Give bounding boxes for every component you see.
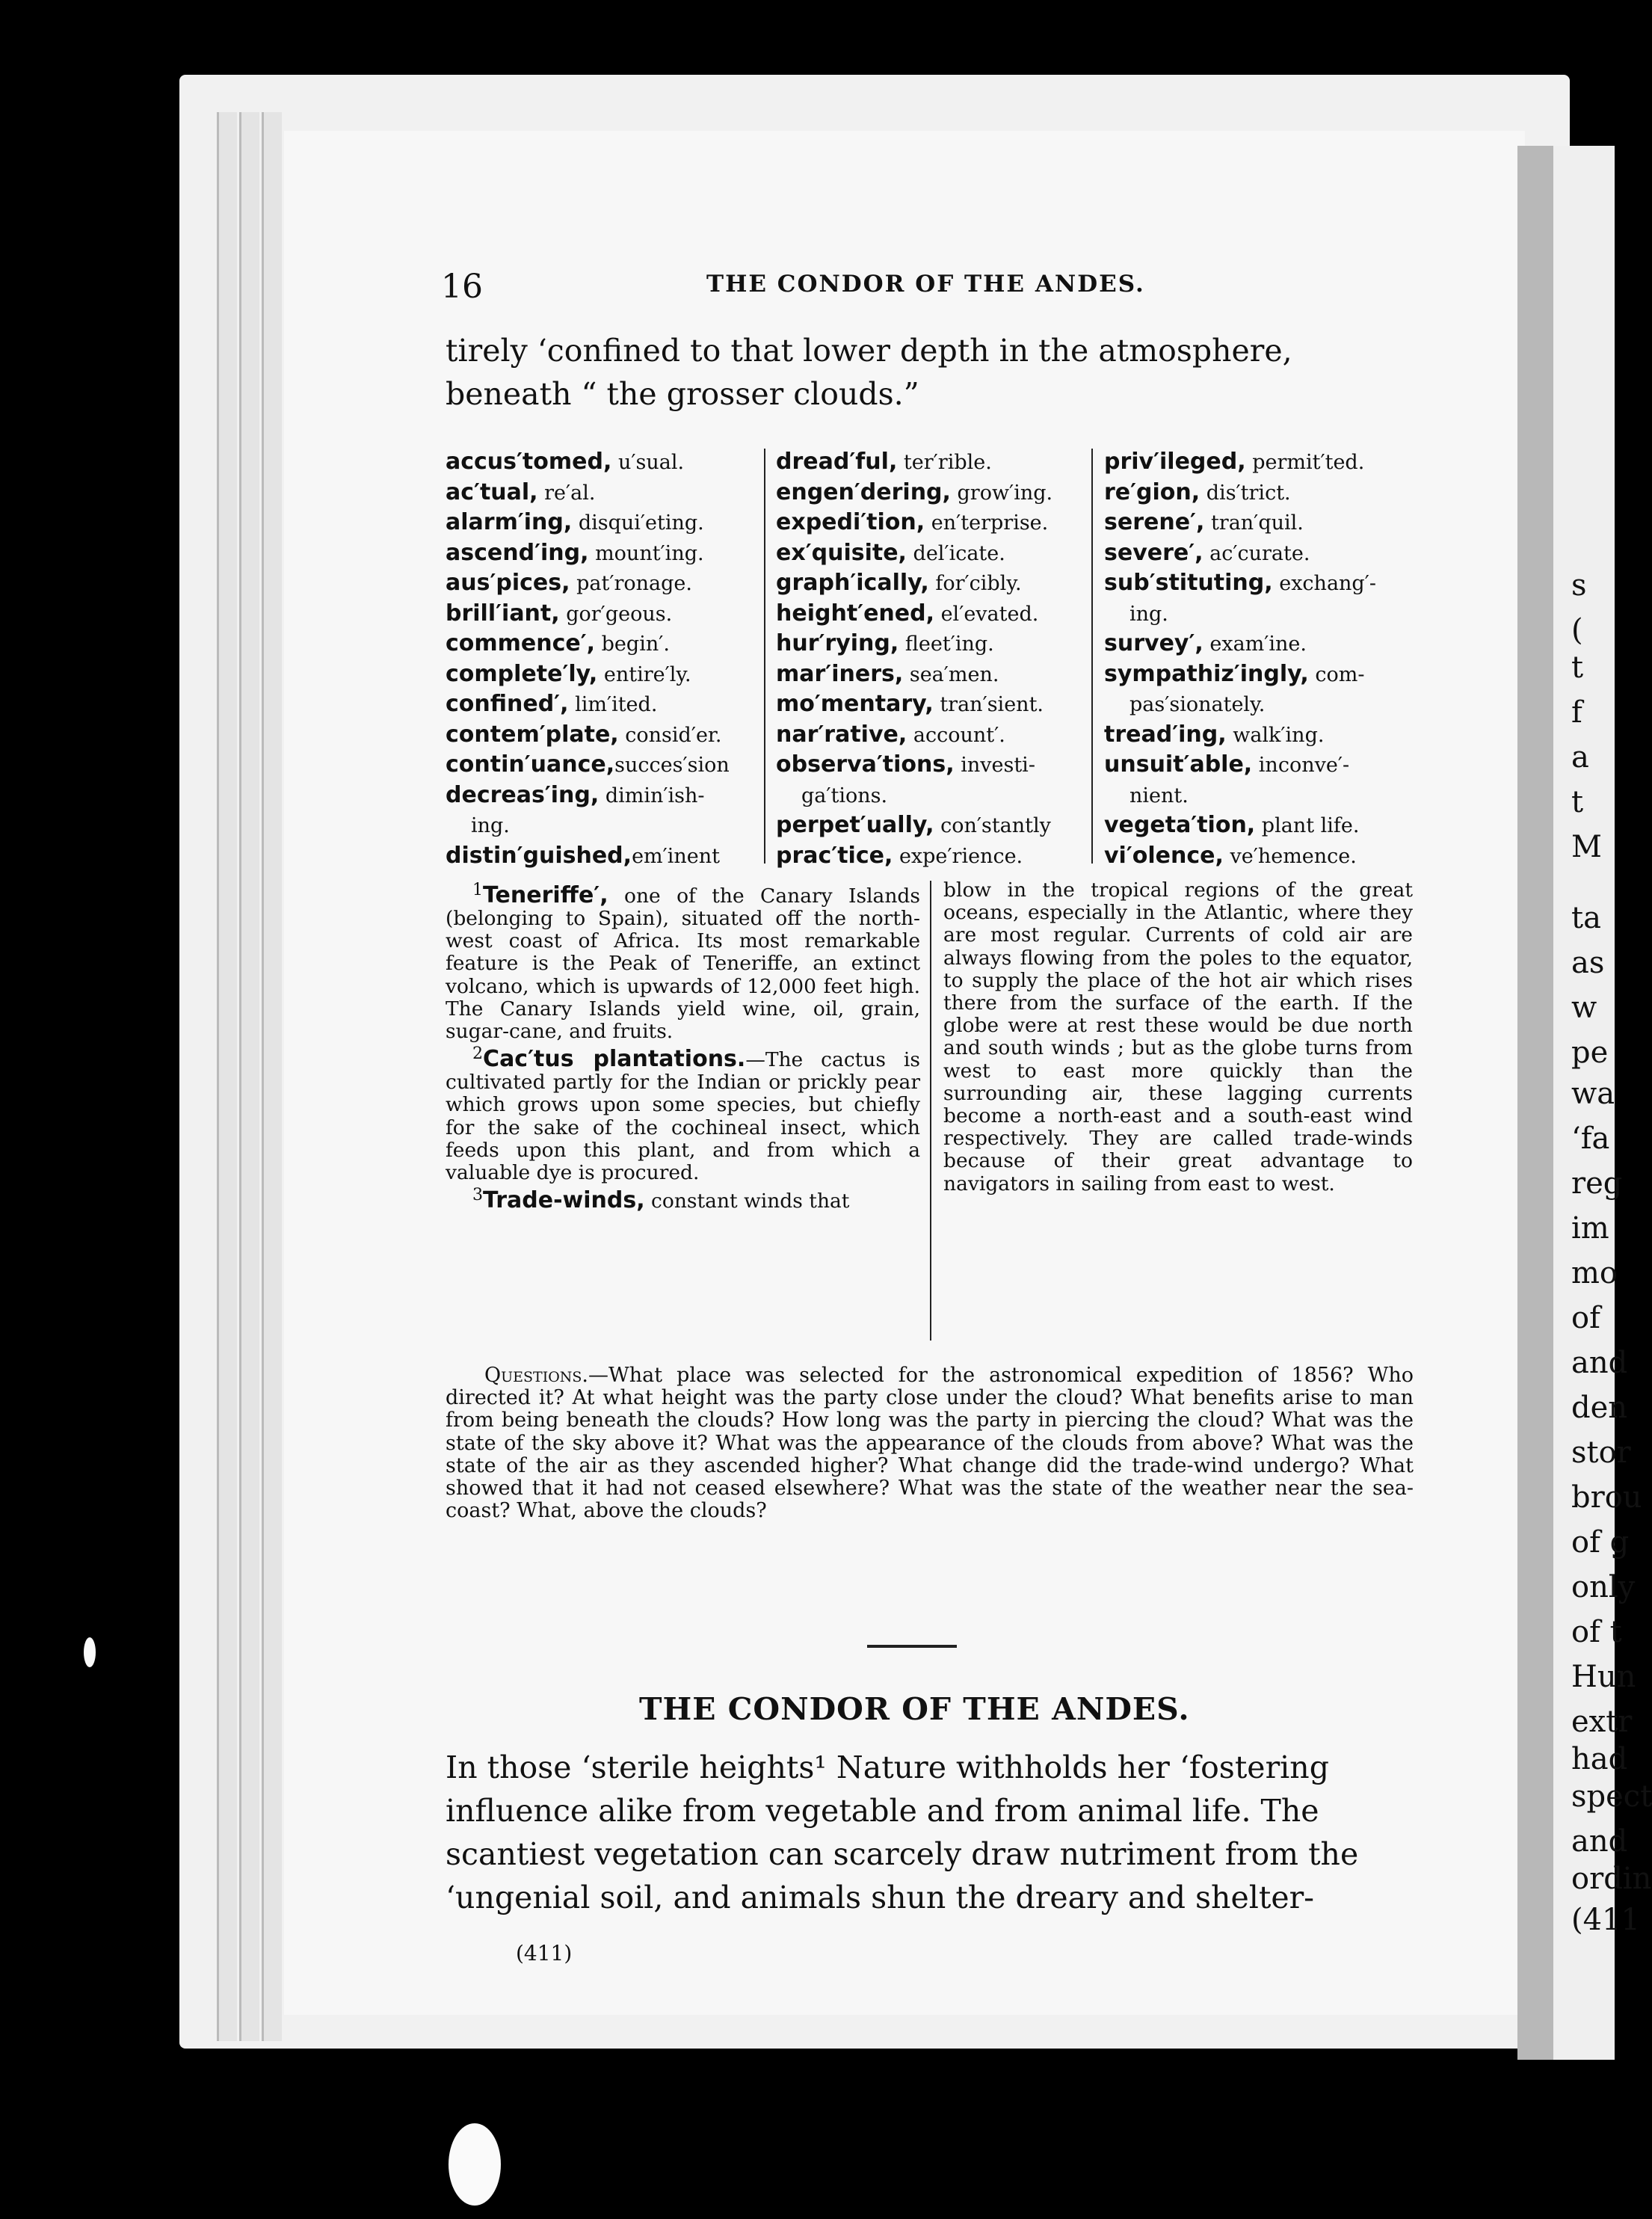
vocab-definition: exam′ine. <box>1203 633 1307 656</box>
vocab-definition: ing. <box>471 814 510 837</box>
vocab-entry <box>776 781 1052 811</box>
facing-page-fragment: im <box>1571 1211 1609 1246</box>
vocab-entry <box>776 750 1052 781</box>
vocab-entry <box>1104 689 1376 720</box>
footnote-text: constant winds that <box>644 1189 850 1213</box>
body-line: influence alike from vegetable and from animal life. The <box>446 1793 1319 1829</box>
facing-page-fragment: pe <box>1571 1035 1609 1070</box>
vocab-word: tread′ing, <box>1104 721 1227 748</box>
vocab-word: unsuit′able, <box>1104 751 1253 778</box>
vocab-entry <box>776 629 1052 659</box>
footer-code: (411) <box>516 1941 573 1966</box>
vocab-word: ac′tual, <box>446 478 538 505</box>
facing-page-fragment: and <box>1571 1346 1628 1380</box>
vocab-word: complete′ly, <box>446 660 598 687</box>
facing-page-fragment: den <box>1571 1391 1628 1425</box>
footnote-text: —The cactus is cultivated partly for the Indian or prickly pear which grows upon some species, but chiefly for the sake of the cochineal insect, which feeds upon this plant, and from which a valuable dye is procured. <box>446 1048 920 1185</box>
vocab-entry <box>776 599 1052 630</box>
vocab-word: ex′quisite, <box>776 539 907 566</box>
footnote-mark: 2 <box>472 1044 484 1064</box>
vocab-definition: plant life. <box>1255 814 1360 837</box>
facing-page-fragment: extr <box>1571 1705 1633 1739</box>
vocab-word: sympathiz′ingly, <box>1104 660 1309 687</box>
footnotes-left <box>446 879 920 1213</box>
vocab-word: contin′uance, <box>446 751 615 778</box>
vocab-entry <box>776 841 1052 872</box>
vocab-entry <box>1104 599 1376 630</box>
facing-page-fragment: brou <box>1571 1480 1642 1515</box>
facing-page-fragment: and <box>1571 1824 1628 1859</box>
vocab-definition: fleet′ing. <box>899 633 994 656</box>
vocab-definition: tran′quil. <box>1204 511 1304 535</box>
vocab-word: contem′plate, <box>446 721 619 748</box>
vocab-word: expedi′tion, <box>776 509 925 535</box>
vocab-entry <box>446 538 730 569</box>
vocab-definition: inconve′- <box>1252 754 1350 777</box>
vocab-word: mar′iners, <box>776 660 904 687</box>
footnotes-right: blow in the tropical regions of the great oceans, especially in the Atlantic, where they are most regular. Currents of cold air are always flowing from the poles to the equator, to supply the place of the hot air which rises there from the surface of the earth. If the globe were at rest these would be due north and south winds ; but as the globe turns from west to east more quickly than the surrounding air, these lagging currents become a north-east and a south-east wind respectively. They are called trade-winds because of their great advantage to navigators in sailing from east to west. <box>943 878 1413 1195</box>
facing-page-fragment: mo <box>1571 1256 1618 1290</box>
body-line: In those ‘sterile heights¹ Nature withholds her ‘fostering <box>446 1749 1329 1785</box>
vocab-definition: del′icate. <box>906 541 1005 565</box>
page-edge <box>217 112 237 2041</box>
vocab-entry <box>1104 447 1376 478</box>
footnote-mark: 3 <box>472 1186 484 1205</box>
vocab-entry <box>1104 508 1376 538</box>
vocab-entry <box>776 568 1052 599</box>
vocab-word: hur′rying, <box>776 630 899 656</box>
vocab-definition: dis′trict. <box>1200 481 1291 505</box>
vocab-entry <box>1104 478 1376 508</box>
facing-page <box>1517 146 1652 2060</box>
footnote-term: Cac′tus plantations. <box>483 1046 746 1073</box>
facing-page-fragment: (411 <box>1571 1903 1640 1937</box>
vocab-definition: em′inent <box>632 844 721 868</box>
column-divider <box>930 881 931 1341</box>
facing-page-fragment: only <box>1571 1570 1636 1604</box>
vocab-entry <box>446 508 730 538</box>
vocab-definition: re′al. <box>537 481 596 505</box>
vocabulary-column-3 <box>1104 447 1376 871</box>
vocab-definition: ve′hemence. <box>1223 844 1357 868</box>
vocab-entry <box>1104 810 1376 841</box>
vocab-word: distin′guished, <box>446 842 632 869</box>
section-body <box>446 1746 1417 1919</box>
vocab-definition: entire′ly. <box>597 662 691 686</box>
footnote-mark: 1 <box>472 881 484 899</box>
vocab-word: perpet′ually, <box>776 812 934 838</box>
vocab-entry <box>446 810 730 841</box>
vocab-word: engen′dering, <box>776 478 951 505</box>
questions-label: Questions. <box>484 1364 589 1387</box>
body-line: ‘ungenial soil, and animals shun the dreary and shelter- <box>446 1880 1315 1915</box>
section-divider <box>867 1645 957 1648</box>
vocab-definition: ac′curate. <box>1203 541 1310 565</box>
facing-page-fragment: wa <box>1571 1077 1615 1111</box>
vocab-entry <box>776 538 1052 569</box>
vocab-entry <box>776 810 1052 841</box>
page-edge <box>239 112 259 2041</box>
vocab-word: re′gion, <box>1104 478 1201 505</box>
vocab-definition: exchang′- <box>1272 572 1376 595</box>
vocab-word: severe′, <box>1104 539 1203 566</box>
vocab-word: survey′, <box>1104 630 1203 656</box>
vocab-definition: sea′men. <box>903 662 999 686</box>
vocab-definition: grow′ing. <box>950 481 1053 505</box>
vocab-entry <box>776 659 1052 690</box>
vocab-entry <box>776 689 1052 720</box>
vocab-entry <box>1104 659 1376 690</box>
facing-page-fragment: as <box>1571 946 1605 980</box>
running-title: THE CONDOR OF THE ANDES. <box>706 271 1145 298</box>
vocab-definition: com- <box>1308 662 1365 686</box>
vocab-definition: en′terprise. <box>925 511 1049 535</box>
section-title: THE CONDOR OF THE ANDES. <box>639 1691 1190 1727</box>
vocabulary-column-2 <box>776 447 1052 871</box>
vocab-entry <box>446 841 730 872</box>
vocab-word: observa′tions, <box>776 751 955 778</box>
facing-page-fragment: reg <box>1571 1166 1623 1201</box>
vocab-definition: expe′rience. <box>893 844 1023 868</box>
vocabulary-column-1 <box>446 447 730 871</box>
vocab-definition: pas′sionately. <box>1129 693 1266 716</box>
facing-page-fragment: ‘fa <box>1571 1121 1610 1156</box>
opening-line-1: tirely ‘confined to that lower depth in the atmosphere, <box>446 333 1292 369</box>
facing-page-fragment: ta <box>1571 901 1601 935</box>
vocab-definition: lim′ited. <box>568 693 658 716</box>
vocab-word: serene′, <box>1104 509 1205 535</box>
vocab-word: commence′, <box>446 630 596 656</box>
vocab-entry <box>776 447 1052 478</box>
vocab-word: mo′mentary, <box>776 691 934 717</box>
vocab-entry <box>776 478 1052 508</box>
vocab-entry <box>1104 781 1376 811</box>
vocab-entry <box>446 599 730 630</box>
vocab-definition: nient. <box>1129 784 1189 807</box>
footnote-term: Trade-winds, <box>483 1187 645 1214</box>
vocab-word: alarm′ing, <box>446 509 573 535</box>
vocab-word: confined′, <box>446 691 569 717</box>
vocab-word: accus′tomed, <box>446 449 612 475</box>
page-number: 16 <box>441 268 483 306</box>
vocab-definition: dimin′ish- <box>599 784 705 807</box>
vocab-entry <box>446 629 730 659</box>
facing-page-fragment: had <box>1571 1742 1628 1776</box>
vocab-entry <box>446 781 730 811</box>
facing-page-fragment: of g <box>1571 1525 1630 1560</box>
vocab-entry <box>446 447 730 478</box>
facing-page-fragment: of <box>1571 1301 1600 1335</box>
vocab-definition: tran′sient. <box>933 693 1044 716</box>
vocab-entry <box>446 689 730 720</box>
paper-scrap <box>84 1637 96 1667</box>
facing-page-fragment: of t <box>1571 1615 1622 1649</box>
facing-page-fragment: w <box>1571 991 1597 1025</box>
vocab-word: height′ened, <box>776 600 934 627</box>
vocab-definition: permit′ted. <box>1245 451 1365 474</box>
facing-page-fragment: a <box>1571 740 1589 775</box>
vocab-word: graph′ically, <box>776 570 929 596</box>
vocab-definition: for′cibly. <box>928 572 1022 595</box>
vocab-entry <box>1104 538 1376 569</box>
vocab-definition: gor′geous. <box>559 602 673 626</box>
facing-page-fragment: s <box>1571 568 1587 603</box>
facing-page-fragment: ordin <box>1571 1862 1652 1896</box>
vocab-entry <box>776 720 1052 751</box>
vocab-word: vi′olence, <box>1104 842 1224 869</box>
vocab-definition: mount′ing. <box>588 541 704 565</box>
vocab-definition: consid′er. <box>618 723 722 747</box>
vocab-word: ascend′ing, <box>446 539 589 566</box>
body-line: scantiest vegetation can scarcely draw nutriment from the <box>446 1836 1359 1872</box>
facing-page-fragment: ( <box>1571 613 1583 647</box>
vocab-word: decreas′ing, <box>446 781 600 808</box>
vocab-entry <box>1104 841 1376 872</box>
vocab-entry <box>446 720 730 751</box>
vocab-entry <box>446 750 730 781</box>
vocab-definition: succes′sion <box>614 754 730 777</box>
vocab-word: vegeta′tion, <box>1104 812 1256 838</box>
vocab-word: dread′ful, <box>776 449 898 475</box>
column-divider <box>764 449 765 864</box>
vocab-definition: disqui′eting. <box>572 511 704 535</box>
page-edge <box>262 112 282 2041</box>
vocab-definition: u′sual. <box>611 451 685 474</box>
vocab-entry <box>446 659 730 690</box>
vocab-entry <box>776 508 1052 538</box>
page-gutter <box>1517 146 1553 2060</box>
vocab-entry <box>1104 720 1376 751</box>
vocab-definition: begin′. <box>595 633 670 656</box>
questions-text: —What place was selected for the astronomical expedition of 1856? Who directed it? At what height was the party close under the cloud? What benefits arise to man from being beneath the clouds? How long was the party in piercing the cloud? What was the state of the sky above it? What was the appearance of the clouds from above? What was the state of the air as they ascended higher? What change did the trade-wind undergo? What showed that it had not ceased elsewhere? What was the state of the weather near the sea-coast? What, above the clouds? <box>446 1364 1414 1523</box>
vocab-entry <box>1104 750 1376 781</box>
facing-page-fragment: t <box>1571 650 1584 685</box>
facing-page-fragment: Hun <box>1571 1660 1636 1694</box>
vocab-definition: pat′ronage. <box>570 572 692 595</box>
vocab-definition: el′evated. <box>934 602 1039 626</box>
vocab-word: priv′ileged, <box>1104 449 1246 475</box>
vocab-definition: account′. <box>907 723 1005 747</box>
vocab-word: brill′iant, <box>446 600 560 627</box>
vocab-entry <box>1104 568 1376 599</box>
vocab-definition: investi- <box>954 754 1035 777</box>
vocab-entry <box>446 568 730 599</box>
vocab-word: sub′stituting, <box>1104 570 1273 596</box>
vocab-entry <box>446 478 730 508</box>
facing-page-fragment: t <box>1571 785 1584 819</box>
vocab-definition: ing. <box>1129 602 1168 626</box>
vocab-entry <box>1104 629 1376 659</box>
facing-page-fragment: stor <box>1571 1435 1631 1470</box>
footnote-term: Teneriffe′, <box>483 881 608 908</box>
vocab-word: aus′pices, <box>446 570 570 596</box>
opening-line-2: beneath “ the grosser clouds.” <box>446 376 919 412</box>
questions-paragraph <box>446 1364 1414 1522</box>
column-divider <box>1091 449 1093 864</box>
vocab-word: nar′rative, <box>776 721 907 748</box>
vocab-definition: walk′ing. <box>1226 723 1325 747</box>
vocab-definition: ter′rible. <box>897 451 992 474</box>
facing-page-fragment: spect <box>1571 1779 1652 1814</box>
facing-page-fragment: f <box>1571 695 1582 730</box>
vocab-definition: con′stantly <box>934 814 1051 837</box>
footnote-text: one of the Canary Islands (belonging to Spain), situated off the north-west coast of Africa. Its most remarkable feature is the Peak of Teneriffe, an extinct volcano, which is upwards of 12,000 feet high. The Canary Islands yield wine, oil, grain, sugar-cane, and fruits. <box>446 884 920 1044</box>
paper-scrap <box>449 2123 501 2206</box>
vocab-definition: ga′tions. <box>801 784 888 807</box>
facing-page-fragment: M <box>1571 830 1602 864</box>
vocab-word: prac′tice, <box>776 842 893 869</box>
